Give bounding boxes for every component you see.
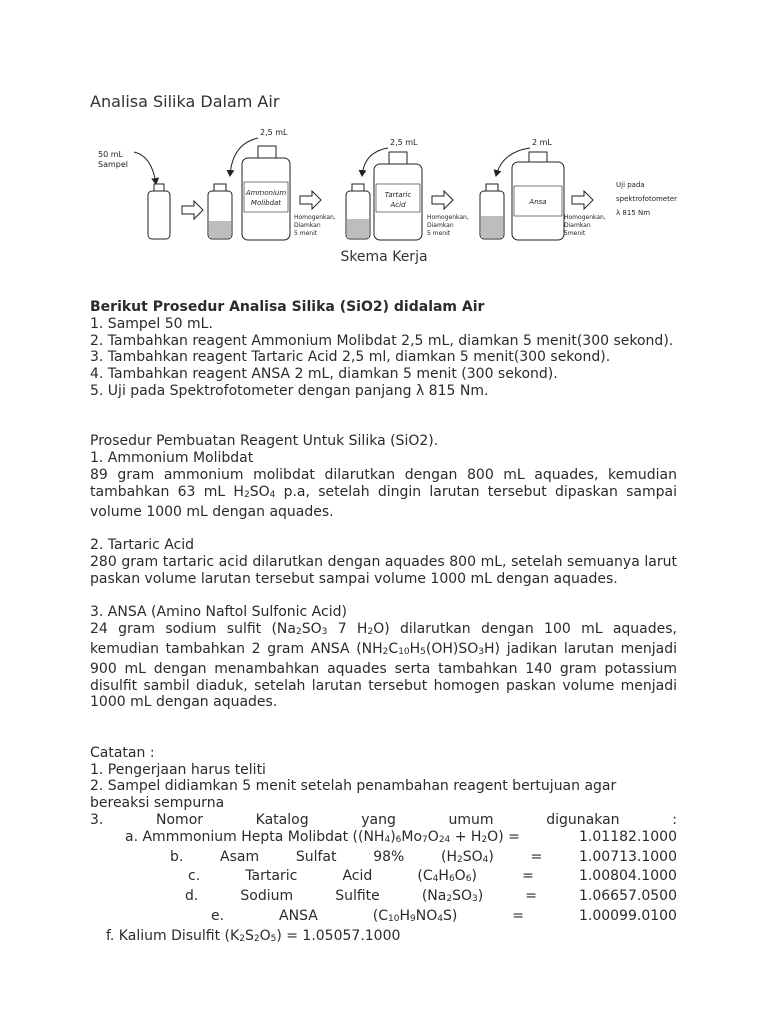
catalog-text: Sulfite <box>335 888 380 905</box>
catalog-text: Asam <box>220 848 260 865</box>
reagent-3-text <box>90 621 677 711</box>
note-3 <box>90 812 677 829</box>
sample-vial-1 <box>148 184 170 239</box>
reagent-3-title: 3. ANSA (Amino Naftol Sulfonic Acid) <box>90 604 347 621</box>
reagent-3-volume: 2 mL <box>532 138 552 147</box>
final-step-line1: Uji pada <box>616 181 645 189</box>
catalog-text: a. Ammmonium Hepta Molibdat ((NH <box>125 828 385 845</box>
step-1-note-line1: Homogenkan, <box>294 214 336 221</box>
subscript: 9 <box>410 913 416 924</box>
catalog-text: SO <box>452 888 472 905</box>
catalog-text: ) <box>390 828 396 845</box>
reagent-3-text-part: 24 gram sodium sulfit (Na <box>90 621 296 638</box>
bottle-1-label-line2: Molibdat <box>250 199 282 207</box>
sample-label-volume: 50 mL <box>98 150 123 159</box>
subscript: 4 <box>432 874 439 885</box>
subscript: 6 <box>395 834 402 845</box>
catalog-text: (C <box>417 868 433 885</box>
step-arrow-4 <box>572 191 593 209</box>
catalog-text: (H <box>441 848 458 865</box>
procedure-step-4: 4. Tambahkan reagent ANSA 2 mL, diamkan 5 menit (300 sekond). <box>90 366 558 383</box>
catalog-text: ) <box>477 888 484 905</box>
step-arrow-1 <box>182 201 203 219</box>
catalog-text: SO <box>462 848 483 865</box>
catalog-text: e. <box>211 907 225 924</box>
document-body <box>90 299 677 947</box>
catalog-text: H <box>399 907 410 924</box>
spacer <box>90 520 677 537</box>
catalog-text: (C <box>372 907 389 924</box>
reagent-1-volume: 2,5 mL <box>260 128 288 137</box>
spacer <box>90 711 677 745</box>
reagent-bottle-tartaric-acid <box>374 152 422 240</box>
catalog-text: H <box>438 868 449 885</box>
catalog-text: f. Kalium Disulfit (K <box>106 927 240 944</box>
reagent-2-text: 280 gram tartaric acid dilarutkan dengan aquades 800 mL, setelah semuanya larut paskan volume larutan tersebut sampai volume 1000 mL dengan aquades. <box>90 553 677 587</box>
step-2-note-line3: 5 menit <box>427 230 451 237</box>
catalog-text: O <box>454 868 466 885</box>
subscript: 2 <box>457 854 463 865</box>
final-step-line3: λ 815 Nm <box>616 209 651 217</box>
procedure-step-1: 1. Sampel 50 mL. <box>90 315 213 332</box>
reagent-2-volume: 2,5 mL <box>390 138 418 147</box>
catalog-text: S) <box>442 907 458 924</box>
catalog-item-a-label <box>125 829 520 849</box>
catalog-text: (Na <box>421 888 447 905</box>
procedure-step-5: 5. Uji pada Spektrofotometer dengan panjang λ 815 Nm. <box>90 382 489 399</box>
note-2: 2. Sampel didiamkan 5 menit setelah penambahan reagent bertujuan agar bereaksi sempurna <box>90 778 617 812</box>
catalog-item-b <box>90 849 677 869</box>
catalog-text: O <box>427 828 439 845</box>
reagent-3-text-part: SO <box>301 621 322 638</box>
catalog-formula-c <box>417 868 476 888</box>
reagent-bottle-ammonium-molibdat <box>242 146 290 240</box>
catalog-text: ) <box>471 868 477 885</box>
catalog-text: ) <box>488 848 494 865</box>
subscript: 2 <box>243 489 250 500</box>
step-3-note-line1: Homogenkan, <box>564 214 606 221</box>
catalog-text: c. <box>188 868 201 885</box>
catalog-formula-b <box>441 849 494 869</box>
reagent-bottle-ansa <box>512 152 564 240</box>
final-step-line2: spektrofotometer <box>616 195 678 203</box>
catalog-number-c: 1.00804.1000 <box>578 868 677 885</box>
diagram-caption: Skema Kerja <box>340 249 428 265</box>
reagent-1-text-part: p.a, setelah dingin larutan tersebut dipaskan sampai volume 1000 mL dengan aquades. <box>90 483 677 520</box>
subscript: 10 <box>388 913 400 924</box>
catalog-text: Acid <box>342 868 373 885</box>
reagent-3-text-part: H) jadikan larutan menjadi 900 mL dengan menambahkan aquades serta tambahkan 140 gram potassium disulfit sambil diaduk, setelah larutan tersebut homogen paskan volume menjadi 1000 mL dengan aquades. <box>90 640 677 711</box>
equals-sign: = <box>512 907 525 924</box>
note-3-word: umum <box>448 811 494 828</box>
step-1-note-line2: Diamkan <box>294 222 321 229</box>
subscript: 3 <box>321 627 328 638</box>
subscript: 4 <box>384 834 391 845</box>
subscript: 5 <box>420 646 426 657</box>
catalog-text: NO <box>415 907 438 924</box>
subscript: 4 <box>269 489 276 500</box>
note-3-word: : <box>672 811 677 828</box>
subscript: 2 <box>481 834 488 845</box>
catalog-text: O) = <box>487 828 520 845</box>
subscript: 6 <box>448 874 455 885</box>
catalog-text: ANSA <box>279 907 318 924</box>
catalog-text: O <box>259 927 271 944</box>
note-3-word: digunakan <box>546 811 620 828</box>
catalog-text: Sulfat <box>295 848 337 865</box>
spacer <box>90 588 677 605</box>
catalog-item-e <box>90 908 677 928</box>
subscript: 2 <box>296 627 302 638</box>
reagent-3-text-part: C <box>388 640 399 657</box>
bottle-1-label-line1: Ammonium <box>245 189 287 197</box>
sample-pour-arrow <box>134 152 156 184</box>
subscript: 24 <box>438 834 451 845</box>
subscript: 2 <box>382 646 389 657</box>
catalog-text: S <box>244 927 254 944</box>
step-arrow-2 <box>300 191 321 209</box>
catalog-text: 98% <box>373 848 405 865</box>
equals-sign: = <box>525 888 537 905</box>
subscript: 3 <box>471 894 478 905</box>
subscript: 10 <box>398 646 410 657</box>
equals-sign: = <box>530 848 543 865</box>
subscript: 7 <box>422 834 428 845</box>
reagent-3-text-part: 7 H <box>327 621 368 638</box>
step-1-note-line3: 5 menit <box>294 230 318 237</box>
note-3-word: Katalog <box>255 811 309 828</box>
reagent-2-title: 2. Tartaric Acid <box>90 537 195 554</box>
equals-sign: = <box>522 868 534 885</box>
catalog-number-d: 1.06657.0500 <box>579 888 677 905</box>
step-arrow-3 <box>432 191 453 209</box>
subscript: 6 <box>465 874 472 885</box>
catalog-item-a <box>90 829 677 849</box>
catalog-text: Tartaric <box>245 868 298 885</box>
notes-heading: Catatan : <box>90 744 155 761</box>
step-3-note-line3: 5menit <box>564 230 586 237</box>
procedure-step-2: 2. Tambahkan reagent Ammonium Molibdat 2,5 mL, diamkan 5 menit(300 sekond). <box>90 332 674 349</box>
reagent-heading: Prosedur Pembuatan Reagent Untuk Silika (SiO2). <box>90 433 439 450</box>
step-2-note-line1: Homogenkan, <box>427 214 469 221</box>
reagent-3-text-part: (OH)SO <box>425 640 479 657</box>
bottle-2-label-line1: Tartaric <box>384 191 412 199</box>
catalog-text: Mo <box>401 828 423 845</box>
subscript: 4 <box>482 854 489 865</box>
spacer <box>90 400 677 434</box>
procedure-step-3: 3. Tambahkan reagent Tartaric Acid 2,5 ml, diamkan 5 menit(300 sekond). <box>90 349 611 366</box>
catalog-text: d. <box>185 888 199 905</box>
catalog-item-c <box>90 868 677 888</box>
catalog-item-d <box>90 888 677 908</box>
work-scheme-diagram <box>90 126 686 250</box>
note-3-word: yang <box>361 811 396 828</box>
subscript: 2 <box>239 933 245 944</box>
catalog-number-e: 1.00099.0100 <box>578 907 677 924</box>
subscript: 3 <box>478 646 485 657</box>
catalog-number-b: 1.00713.1000 <box>579 848 677 865</box>
catalog-text: + H <box>450 828 482 845</box>
step-2-note-line2: Diamkan <box>427 222 454 229</box>
note-3-word: Nomor <box>156 811 204 828</box>
reagent-1-text-part: 89 gram ammonium molibdat dilarutkan dengan 800 mL aquades, kemudian tambahkan 63 mL H <box>90 466 677 500</box>
bottle-3-label: Ansa <box>529 198 547 206</box>
reagent-1-text-part: SO <box>249 483 270 500</box>
procedure-heading: Berikut Prosedur Analisa Silika (SiO2) didalam Air <box>90 299 485 315</box>
subscript: 4 <box>437 913 443 924</box>
sample-label-text: Sampel <box>98 160 128 169</box>
bottle-2-label-line2: Acid <box>390 201 406 209</box>
note-1: 1. Pengerjaan harus teliti <box>90 761 266 778</box>
subscript: 5 <box>270 933 277 944</box>
page-title: Analisa Silika Dalam Air <box>90 92 280 111</box>
reagent-3-text-part: H <box>409 640 421 657</box>
subscript: 2 <box>367 627 374 638</box>
catalog-formula-d <box>422 888 483 908</box>
step-3-note-line2: Diamkan <box>564 222 591 229</box>
note-3-word: 3. <box>90 811 104 828</box>
reagent-3-text-part: O) dilarutkan dengan 100 mL aquades, kemudian tambahkan 2 gram ANSA (NH <box>90 621 678 657</box>
catalog-item-f <box>90 928 677 948</box>
catalog-text: Sodium <box>240 888 294 905</box>
sample-vial-3 <box>346 184 370 239</box>
reagent-1-title: 1. Ammonium Molibdat <box>90 450 254 467</box>
reagent-1-text <box>90 467 677 520</box>
catalog-text: ) = 1.05057.1000 <box>276 927 401 944</box>
catalog-text: b. <box>170 848 184 865</box>
sample-vial-2 <box>208 184 232 239</box>
subscript: 2 <box>446 894 453 905</box>
sample-vial-4 <box>480 184 504 239</box>
catalog-formula-e <box>373 908 458 928</box>
catalog-number-a: 1.01182.1000 <box>579 828 677 845</box>
subscript: 2 <box>253 933 260 944</box>
